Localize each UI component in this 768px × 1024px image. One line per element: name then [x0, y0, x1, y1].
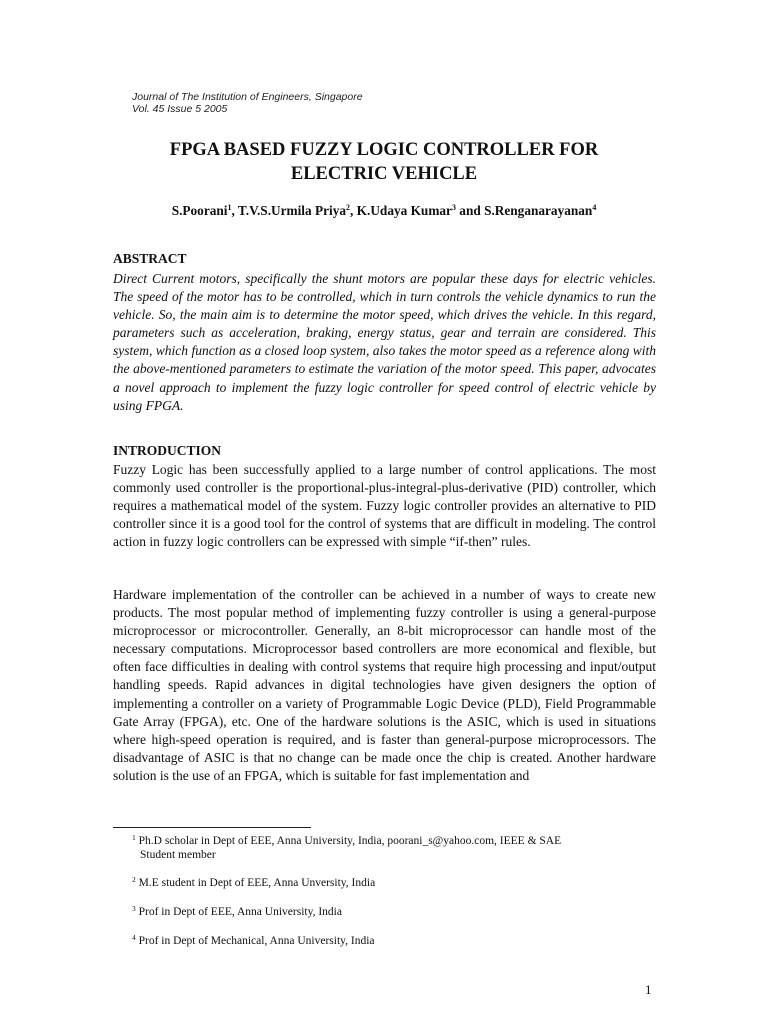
abstract-text: Direct Current motors, specifically the shunt motors are popular these days for electric vehicles. The speed of the motor has to be controlled, which in turn controls the vehicle dynamics to run the vehicle. So, the main aim is to determine the motor speed, which drives the vehicle. In this regard, parameters such as acceleration, braking, energy status, gear and terrain are considered. This system, which function as a closed loop system, also takes the motor speed as a reference along with the above-mentioned parameters to estimate the variation of the motor speed. This paper, advocates a novel approach to implement the fuzzy logic controller for speed control of electric vehicle by using FPGA. [113, 271, 656, 413]
footnote-text: Prof in Dept of EEE, Anna University, India [138, 906, 342, 918]
footnote-number: 2 [132, 875, 136, 884]
title-line-2: ELECTRIC VEHICLE [290, 164, 478, 184]
footnote-text: M.E student in Dept of EEE, Anna Unversity, India [138, 877, 376, 889]
footnote-number: 1 [132, 833, 136, 842]
author-name: S.Poorani [171, 203, 228, 218]
author-name: T.V.S.Urmila Priya [237, 203, 346, 218]
page-number: 1 [645, 982, 652, 997]
journal-name: Journal of The Institution of Engineers, Singapore [132, 91, 363, 103]
author-separator: , [350, 203, 357, 218]
footnote-number: 4 [132, 933, 136, 942]
footnote-3 [132, 905, 632, 919]
author-separator: , [231, 203, 238, 218]
footnote-divider [113, 827, 311, 828]
author-affiliation-mark: 3 [451, 203, 456, 212]
author-name: K.Udaya Kumar [356, 203, 452, 218]
footnote-1 [132, 834, 632, 862]
footnote-2 [132, 876, 632, 890]
introduction-paragraph-1: Fuzzy Logic has been successfully applied to a large number of control applications. The most commonly used controller is the proportional-plus-integral-plus-derivative (PID) controller, which requires a mathematical model of the system. Fuzzy logic controller provides an alternative to PID controller since it is a good tool for the control of systems that are difficult in modeling. The control action in fuzzy logic controllers can be expressed with simple “if-then” rules. [113, 462, 656, 550]
journal-volume: Vol. 45 Issue 5 2005 [132, 103, 228, 115]
footnote-text: Ph.D scholar in Dept of EEE, Anna University, India, poorani_s@yahoo.com, IEEE & SAE [138, 835, 562, 847]
footnote-4 [132, 934, 632, 948]
author-separator: and [455, 203, 485, 218]
author-affiliation-mark: 4 [592, 203, 597, 212]
paper-title [112, 138, 656, 186]
title-line-1: FPGA BASED FUZZY LOGIC CONTROLLER FOR [169, 140, 599, 160]
introduction-paragraph-2: Hardware implementation of the controller can be achieved in a number of ways to create new products. The most popular method of implementing fuzzy controller is using a general-purpose microprocessor or microcontroller. Generally, an 8-bit microprocessor can handle most of the necessary computations. Microprocessor based controllers are more economical and flexible, but often face difficulties in dealing with control systems that require high processing and input/output handling speeds. Rapid advances in digital technologies have given designers the option of implementing a controller on a variety of Programmable Logic Device (PLD), Field Programmable Gate Array (FPGA), etc. One of the hardware solutions is the ASIC, which is used in situations where high-speed operation is required, and is faster than general-purpose microprocessors. The disadvantage of ASIC is that no change can be made once the chip is created. Another hardware solution is the use of an FPGA, which is suitable for fast implementation and [113, 587, 656, 783]
footnote-number: 3 [132, 904, 136, 913]
footnote-text-continued: Student member [140, 849, 216, 861]
author-affiliation-mark: 1 [227, 203, 232, 212]
abstract-heading: ABSTRACT [113, 251, 187, 266]
author-affiliation-mark: 2 [346, 203, 350, 212]
footnote-text: Prof in Dept of Mechanical, Anna University, India [138, 935, 375, 947]
author-name: S.Renganarayanan [484, 203, 593, 218]
introduction-heading: INTRODUCTION [113, 443, 222, 458]
journal-header [132, 91, 363, 115]
author-list [112, 202, 656, 220]
